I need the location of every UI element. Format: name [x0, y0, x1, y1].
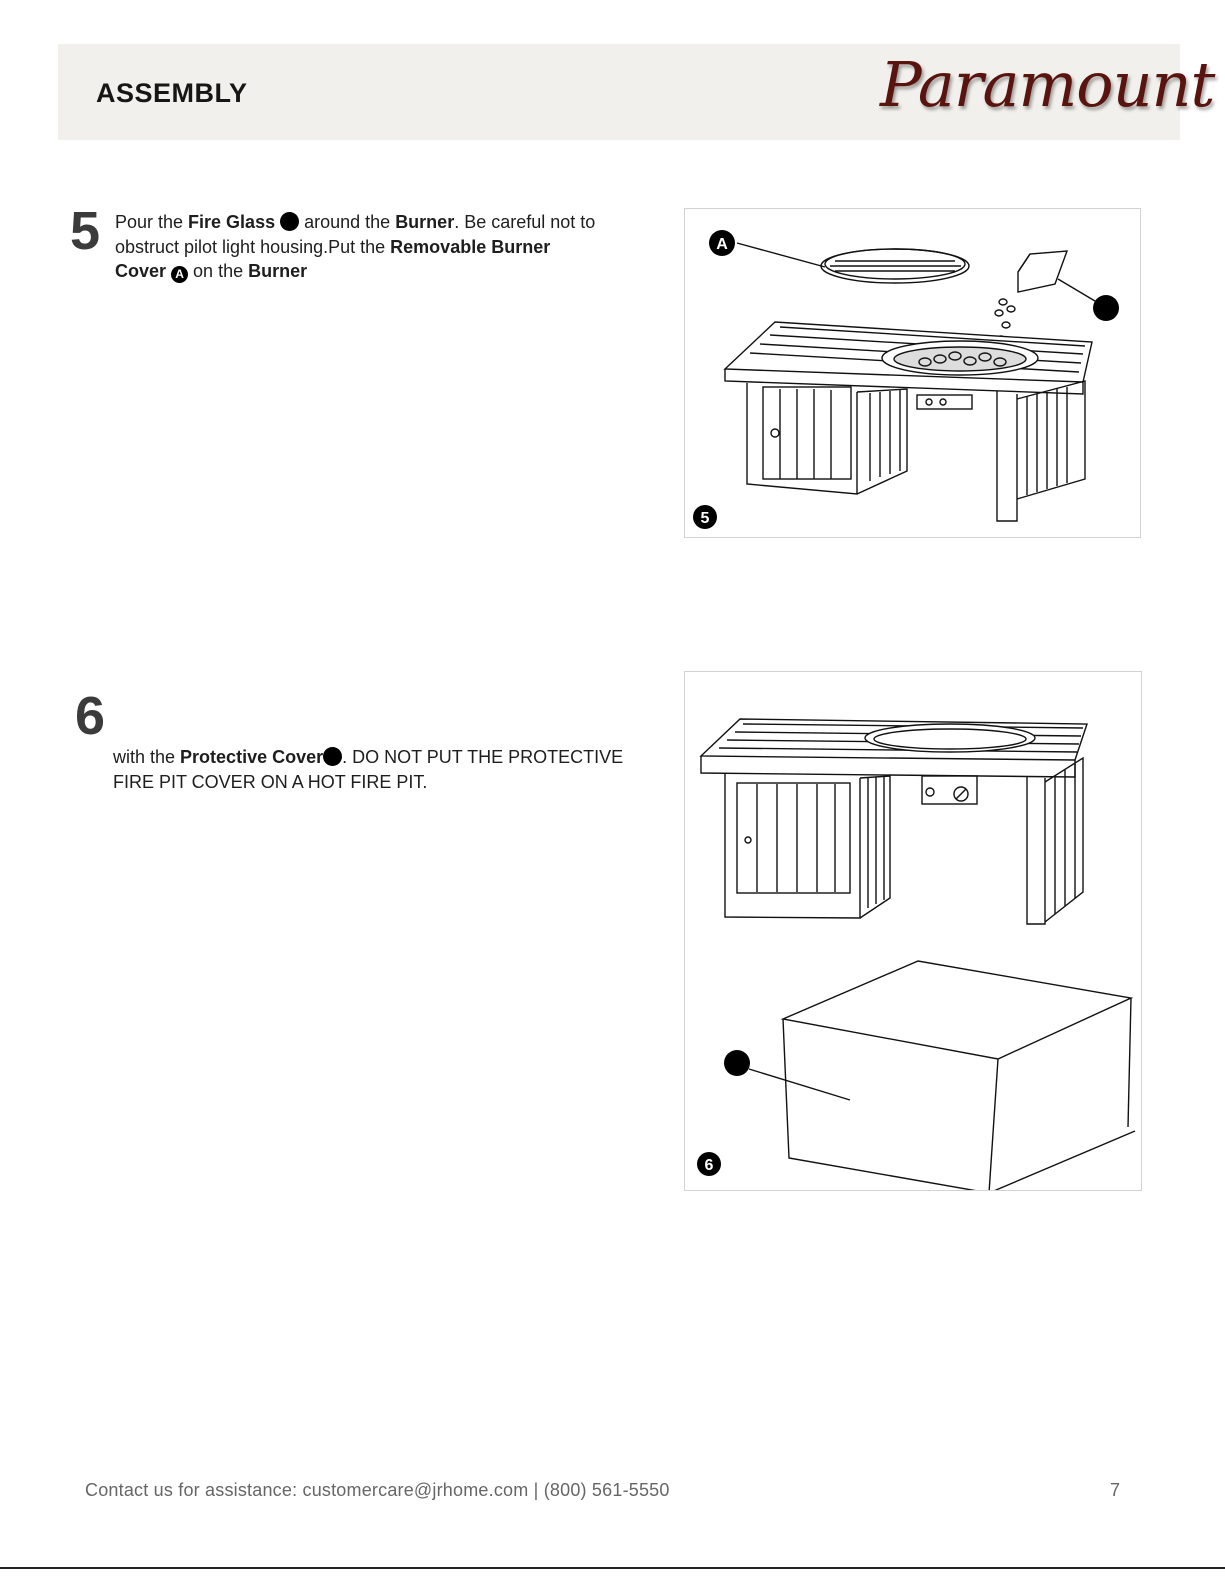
step-5-instructions [115, 210, 605, 284]
burner-term: Burner [248, 261, 308, 281]
figure-5-label: 5 [700, 510, 710, 527]
figure-step-5 [684, 208, 1141, 538]
page-header [58, 44, 1215, 140]
step-6-number: 6 [75, 686, 106, 746]
page-number: 7 [1110, 1480, 1121, 1500]
fire-glass-term: Fire Glass [188, 212, 276, 232]
footer-contact: Contact us for assistance: customercare@jrhome.com | (800) 561-5550 [85, 1480, 670, 1500]
part-a-marker: A [171, 266, 188, 283]
protective-cover-term: Protective Cover [180, 747, 324, 767]
step-6-text: . DO NOT PUT THE PROTECTIVE FIRE PIT COVER ON A HOT FIRE PIT. [113, 747, 624, 792]
bottom-rule [0, 1567, 1225, 1569]
callout-b-marker [1093, 295, 1119, 321]
section-title: ASSEMBLY [96, 78, 248, 108]
callout-a-label: A [716, 236, 728, 253]
removable-burner-cover-term: Removable Burner Cover [115, 236, 551, 281]
fire-pit-illustration-6 [685, 672, 1141, 1190]
part-c-marker [323, 747, 342, 766]
figure-step-6 [684, 671, 1142, 1191]
brand-logo: Paramount [880, 48, 1215, 121]
callout-c-marker [724, 1050, 750, 1076]
fire-pit-illustration-5 [685, 209, 1140, 537]
figure-6-label: 6 [704, 1157, 714, 1174]
burner-term: Burner [395, 212, 455, 232]
part-b-marker [280, 212, 299, 231]
step-5-text: around the [299, 212, 396, 232]
step-5-text: . Be careful not to obstruct pilot light housing.Put the [115, 212, 596, 257]
step-6-text: with the [113, 747, 181, 767]
step-6-instructions [113, 745, 643, 794]
step-5-text: on the [188, 261, 249, 281]
step-5-number: 5 [70, 201, 101, 261]
step-5-text: Pour the [115, 212, 189, 232]
